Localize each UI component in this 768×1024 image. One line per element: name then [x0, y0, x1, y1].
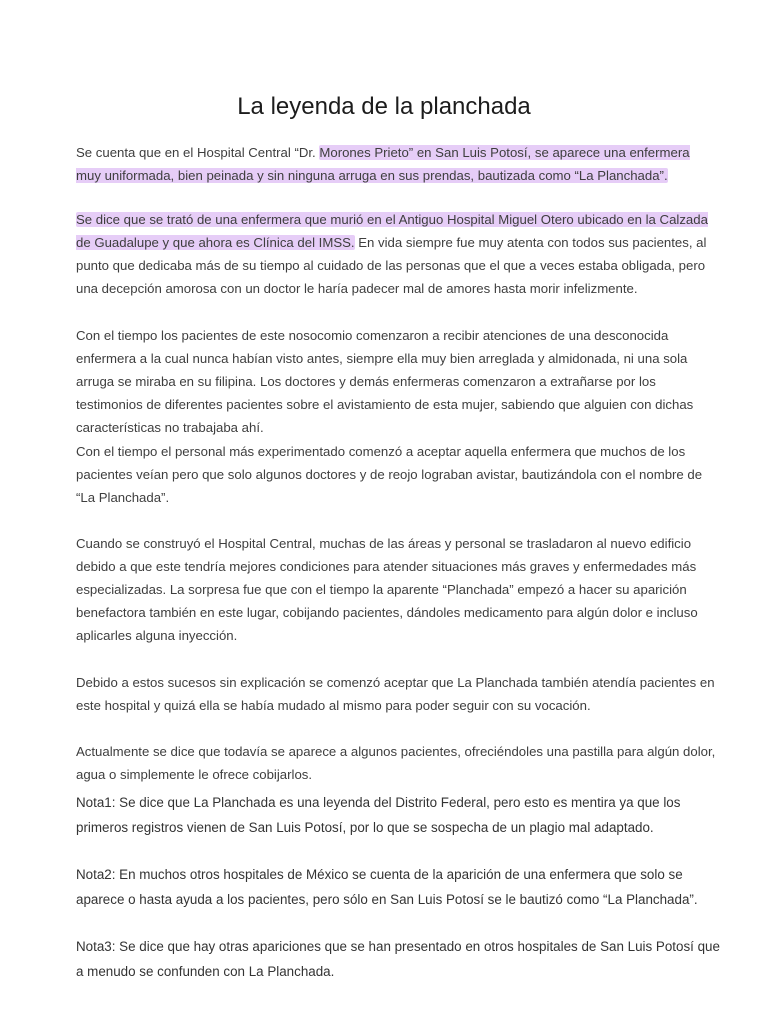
- page-title: La leyenda de la planchada: [237, 93, 531, 120]
- note-3: Nota3: Se dice que hay otras apariciones que se han presentado en otros hospitales de San Luis Potosí que a menudo se confunden con La Planchada.: [76, 939, 720, 979]
- paragraph-intro-text: Se cuenta que en el Hospital Central “Dr.: [76, 145, 320, 160]
- note-1: Nota1: Se dice que La Planchada es una leyenda del Distrito Federal, pero esto es mentira ya que los primeros registros vienen de San Luis Potosí, por lo que se sospecha de un plagio mal adaptado.: [76, 795, 681, 835]
- paragraph-intro: [76, 141, 716, 187]
- paragraph-sightings: Con el tiempo los pacientes de este nosocomio comenzaron a recibir atenciones de una desconocida enfermera a la cual nunca habían visto antes, siempre ella muy bien arreglada y almidonada, ni una sola arruga se miraba en su filipina. Los doctores y demás enfermeras comenzaron a extrañarse por los testimonios de diferentes pacientes sobre el avistamiento de esta mujer, sabiendo que alguien con dichas características no trabajaba ahí.: [76, 328, 694, 435]
- paragraph-new-hospital: Cuando se construyó el Hospital Central, muchas de las áreas y personal se trasladaron al nuevo edificio debido a que este tendría mejores condiciones para atender situaciones más graves y enfermedades más especializadas. La sorpresa fue que con el tiempo la aparente “Planchada” empezó a hacer su aparición benefactora también en este lugar, cobijando pacientes, dándoles medicamento para algún dolor e incluso aplicarles alguna inyección.: [76, 536, 698, 643]
- paragraph-current: Actualmente se dice que todavía se aparece a algunos pacientes, ofreciéndoles una pastilla para algún dolor, agua o simplemente le ofrece cobijarlos.: [76, 744, 716, 782]
- paragraph-acceptance: Con el tiempo el personal más experimentado comenzó a aceptar aquella enfermera que muchos de los pacientes veían pero que solo algunos doctores y de reojo lograban avistar, bautizándola con el nombre de “La Planchada”.: [76, 444, 703, 505]
- paragraph-origin: [76, 208, 716, 300]
- highlighted-text: Se dice que se trató de una enfermera que murió en el Antiguo Hospital Miguel Otero ubicado en la Calzada de Guadalupe y que ahora es Clínica del IMSS.: [76, 212, 708, 250]
- paragraph-explanation: Debido a estos sucesos sin explicación se comenzó aceptar que La Planchada también atendía pacientes en este hospital y quizá ella se había mudado al mismo para poder seguir con su vocación.: [76, 675, 715, 713]
- note-2: Nota2: En muchos otros hospitales de México se cuenta de la aparición de una enfermera que solo se aparece o hasta ayuda a los pacientes, pero sólo en San Luis Potosí se le bautizó como “La Planchada”.: [76, 867, 698, 907]
- paragraph-origin-text: En vida siempre fue muy atenta con todos sus pacientes, al punto que dedicaba más de su tiempo al cuidado de las personas que el que a veces estaba obligada, pero una decepción amorosa con un doctor le haría padecer mal de amores hasta morir infelizmente.: [76, 235, 707, 296]
- highlighted-text: Morones Prieto” en San Luis Potosí, se aparece una enfermera muy uniformada, bien peinada y sin ninguna arruga en sus prendas, bautizada como “La Planchada”.: [76, 145, 690, 183]
